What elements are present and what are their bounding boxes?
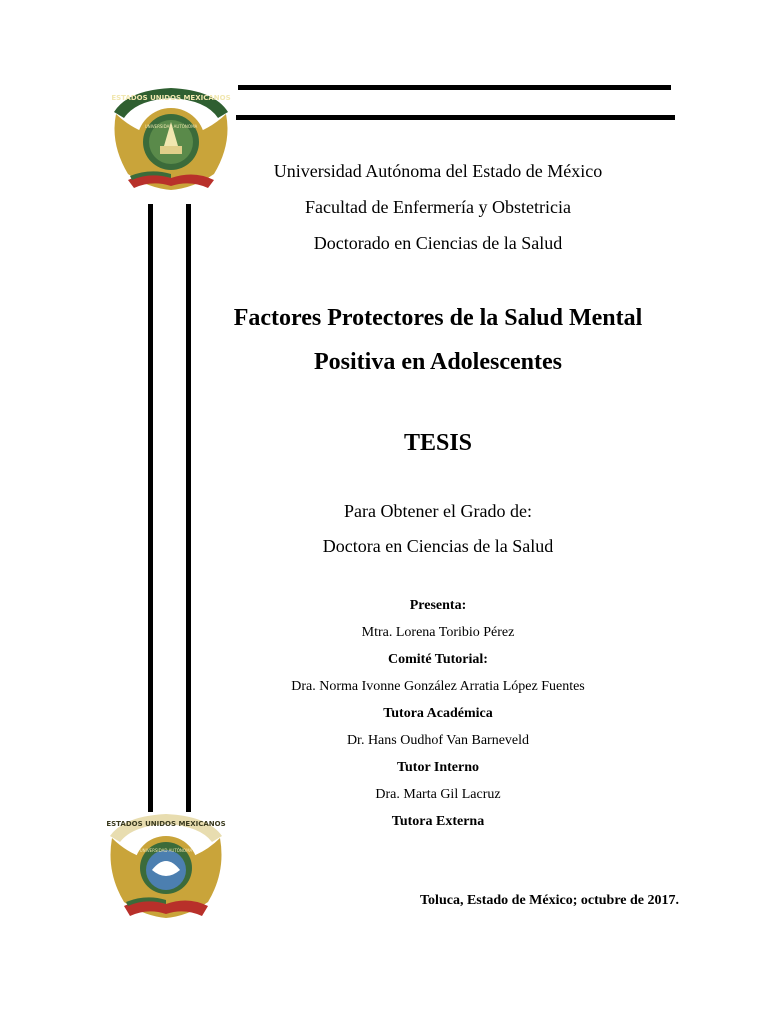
faculty-name: Facultad de Enfermería y Obstetricia [305, 197, 571, 217]
comite-label: Comité Tutorial: [388, 652, 488, 667]
tutor-interno-label: Tutor Interno [396, 760, 480, 775]
svg-text:ESTADOS UNIDOS MEXICANOS: ESTADOS UNIDOS MEXICANOS [111, 94, 231, 102]
top-rule-2 [236, 115, 675, 120]
thesis-title-line-2: Positiva en Adolescentes [314, 349, 562, 375]
top-rule-1 [238, 85, 671, 90]
tutora-externa-label: Tutora Externa [391, 814, 485, 829]
tutor-interno-name: Dr. Hans Oudhof Van Barneveld [346, 733, 530, 748]
university-name: Universidad Autónoma del Estado de México [273, 161, 603, 181]
tutora-externa-name: Dra. Marta Gil Lacruz [375, 787, 501, 802]
author-name: Mtra. Lorena Toribio Pérez [361, 625, 515, 640]
thesis-title-line-1: Factores Protectores de la Salud Mental [233, 305, 643, 331]
place-and-date: Toluca, Estado de México; octubre de 2017. [420, 893, 679, 908]
program-name: Doctorado en Ciencias de la Salud [313, 233, 563, 253]
svg-text:UNIVERSIDAD AUTÓNOMA: UNIVERSIDAD AUTÓNOMA [144, 124, 198, 129]
presenta-label: Presenta: [409, 598, 467, 613]
svg-text:ESTADOS UNIDOS MEXICANOS: ESTADOS UNIDOS MEXICANOS [106, 820, 226, 828]
degree-name: Doctora en Ciencias de la Salud [322, 536, 554, 556]
svg-text:UNIVERSIDAD AUTÓNOMA: UNIVERSIDAD AUTÓNOMA [139, 848, 193, 853]
degree-intro: Para Obtener el Grado de: [344, 501, 532, 521]
tutora-academica-name: Dra. Norma Ivonne González Arratia López Fuentes [291, 679, 585, 694]
document-type: TESIS [403, 430, 473, 456]
tutora-academica-label: Tutora Académica [383, 706, 493, 721]
